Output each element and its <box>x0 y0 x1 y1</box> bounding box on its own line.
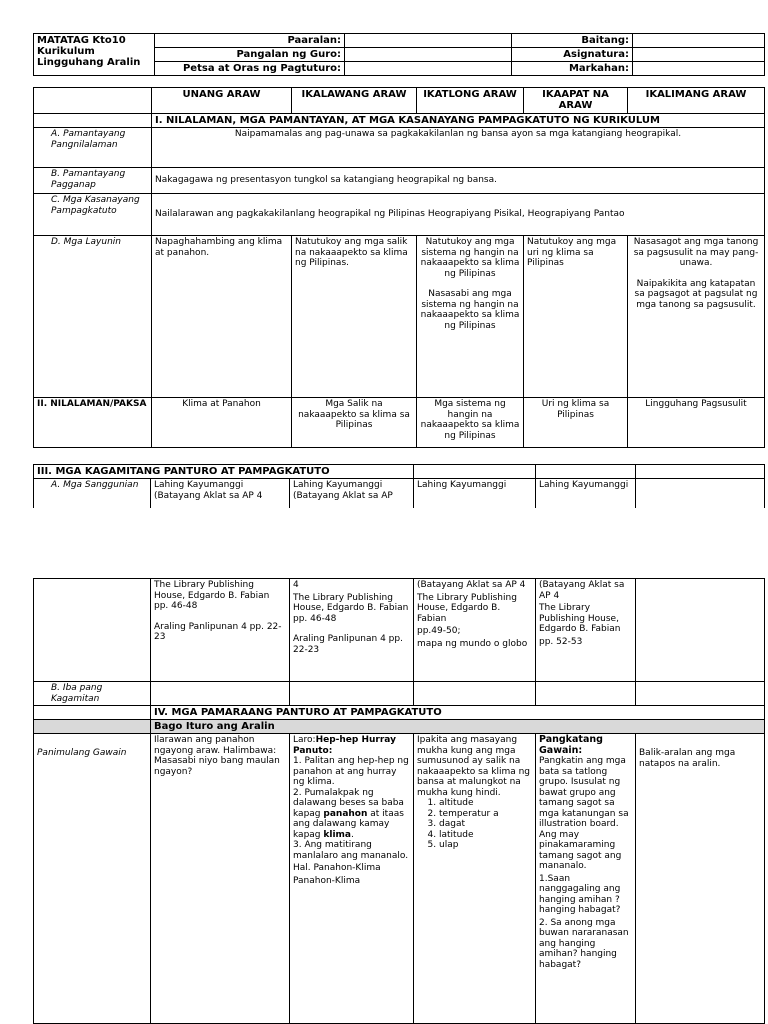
layunin-day-4: Natutukoy ang mga uri ng klima sa Pilipinas <box>524 236 628 398</box>
sanggunian-day-3: Lahing Kayumanggi <box>414 479 536 509</box>
asignatura-label: Asignatura: <box>512 48 633 62</box>
markahan-field[interactable] <box>633 62 765 76</box>
list-item: 4. latitude <box>439 830 532 841</box>
sanggunian-day-1: Lahing Kayumanggi (Batayang Aklat sa AP 4 <box>151 479 290 509</box>
section-4-title: IV. MGA PAMARAANG PANTURO AT PAMPAGKATUTO <box>151 706 765 720</box>
row-label-iba-pang-kagamitan: B. Iba pang Kagamitan <box>34 682 151 706</box>
main-table <box>33 87 765 448</box>
page2-table <box>33 578 765 1024</box>
asignatura-field[interactable] <box>633 48 765 62</box>
petsa-label: Petsa at Oras ng Pagtuturo: <box>155 62 345 76</box>
panimulang-gawain-label: Panimulang Gawain <box>34 734 151 1024</box>
layunin-day-1: Napaghahambing ang klima at panahon. <box>152 236 292 398</box>
page-break <box>30 508 768 568</box>
panimula-day-3: Ipakita ang masayang mukha kung ang mga sumusunod ay salik na nakaaapekto sa klima ng bansa at malungkot na mukha kung hindi. 1. altitude 2. temperatur a 3. dagat 4. latitude 5. ulap <box>414 734 536 1024</box>
section-3-title: III. MGA KAGAMITANG PANTURO AT PAMPAGKATUTO <box>34 465 414 479</box>
bago-ituro-heading: Bago Ituro ang Aralin <box>151 720 765 734</box>
pamantayang-pagganap-text: Nakagagawa ng presentasyon tungkol sa katangiang heograpikal ng bansa. <box>152 168 765 194</box>
nilalaman-day-5: Lingguhang Pagsusulit <box>628 398 765 448</box>
row-label-d: D. Mga Layunin <box>34 236 152 398</box>
baitang-label: Baitang: <box>512 34 633 48</box>
guro-label: Pangalan ng Guro: <box>155 48 345 62</box>
salik-list <box>417 798 532 851</box>
sanggunian-day-4: Lahing Kayumanggi <box>536 479 636 509</box>
list-item: 3. dagat <box>439 819 532 830</box>
sanggunian-cont-day-2: 4 The Library Publishing House, Edgardo B. Fabian pp. 46-48 Araling Panlipunan 4 pp. 22-23 <box>290 579 414 682</box>
nilalaman-day-4: Uri ng klima sa Pilipinas <box>524 398 628 448</box>
layunin-day-3: Natutukoy ang mga sistema ng hangin na nakaaapekto sa klima ng Pilipinas Nasasabi ang mga sistema ng hangin na nakaaapekto sa klima ng Pilipinas <box>417 236 524 398</box>
list-item: 1. altitude <box>439 798 532 809</box>
section-1-title: I. NILALAMAN, MGA PAMANTAYAN, AT MGA KASANAYANG PAMPAGKATUTO NG KURIKULUM <box>152 114 765 128</box>
header-table <box>33 33 765 76</box>
row-label-b: B. Pamantayang Pagganap <box>34 168 152 194</box>
day-header-1: UNANG ARAW <box>152 88 292 114</box>
nilalaman-day-3: Mga sistema ng hangin na nakaaapekto sa klima ng Pilipinas <box>417 398 524 448</box>
kasanayang-pampagkatuto-text: Nailalarawan ang pagkakakilanlang heograpikal ng Pilipinas Heograpiyang Pisikal, Heograpiyang Pantao <box>152 194 765 236</box>
petsa-field[interactable] <box>345 62 512 76</box>
panimula-day-5: Balik-aralan ang mga natapos na aralin. <box>636 734 765 1024</box>
curriculum-label: MATATAG Kto10 Kurikulum Lingguhang Aralin <box>34 34 155 76</box>
row-label-a: A. Pamantayang Pangnilalaman <box>34 128 152 168</box>
layunin-day-2: Natutukoy ang mga salik na nakaaapekto sa klima ng Pilipinas. <box>292 236 417 398</box>
paaralan-label: Paaralan: <box>155 34 345 48</box>
sanggunian-cont-day-4: (Batayang Aklat sa AP 4 The Library Publishing House, Edgardo B. Fabian pp. 52-53 <box>536 579 636 682</box>
list-item: 5. ulap <box>439 840 532 851</box>
nilalaman-day-1: Klima at Panahon <box>152 398 292 448</box>
sanggunian-cont-day-1: The Library Publishing House, Edgardo B. Fabian pp. 46-48 Araling Panlipunan 4 pp. 22-23 <box>151 579 290 682</box>
markahan-label: Markahan: <box>512 62 633 76</box>
baitang-field[interactable] <box>633 34 765 48</box>
panimula-day-4: Pangkatang Gawain: Pangkatin ang mga bata sa tatlong grupo. Isusulat ng bawat grupo ang tamang sagot sa mga katanungan sa illustration board. Ang may pinakamaraming tamang sagot ang mananalo. 1.Saan nanggagaling ang hanging amihan ? hanging habagat? 2. Sa anong mga buwan nararanasan ang hanging amihan? hanging habagat? <box>536 734 636 1024</box>
panimula-day-1: Ilarawan ang panahon ngayong araw. Halimbawa: Masasabi niyo bang maulan ngayon? <box>151 734 290 1024</box>
day-header-5: IKALIMANG ARAW <box>628 88 765 114</box>
day-header-2: IKALAWANG ARAW <box>292 88 417 114</box>
paaralan-field[interactable] <box>345 34 512 48</box>
sanggunian-day-2: Lahing Kayumanggi (Batayang Aklat sa AP <box>290 479 414 509</box>
sanggunian-cont-day-3: (Batayang Aklat sa AP 4 The Library Publishing House, Edgardo B. Fabian pp.49-50; mapa ng mundo o globo <box>414 579 536 682</box>
nilalaman-day-2: Mga Salik na nakaaapekto sa klima sa Pilipinas <box>292 398 417 448</box>
list-item: 2. temperatur a <box>439 809 532 820</box>
row-label-sanggunian: A. Mga Sanggunian <box>34 479 151 509</box>
layunin-day-5: Nasasagot ang mga tanong sa pagsusulit na may pang-unawa. Naipakikita ang katapatan sa pagsagot at pagsulat ng mga tanong sa pagsusulit. <box>628 236 765 398</box>
pamantayang-pangnilalaman-text: Naipamamalas ang pag-unawa sa pagkakakilanlan ng bansa ayon sa mga katangiang heograpikal. <box>152 128 765 168</box>
row-label-c: C. Mga Kasanayang Pampagkatuto <box>34 194 152 236</box>
guro-field[interactable] <box>345 48 512 62</box>
day-header-3: IKATLONG ARAW <box>417 88 524 114</box>
nilalaman-label: II. NILALAMAN/PAKSA <box>34 398 152 448</box>
panimula-day-2: Laro:Hep-hep Hurray Panuto: 1. Palitan ang hep-hep ng panahon at ang hurray ng klima. 2. Pumalakpak ng dalawang beses sa baba kapag panahon at itaas ang dalawang kamay kapag klima. 3. Ang matitirang manlalaro ang mananalo. Hal. Panahon-Klima Panahon-Klima <box>290 734 414 1024</box>
day-header-4: IKAAPAT NA ARAW <box>524 88 628 114</box>
materials-table <box>33 464 765 509</box>
